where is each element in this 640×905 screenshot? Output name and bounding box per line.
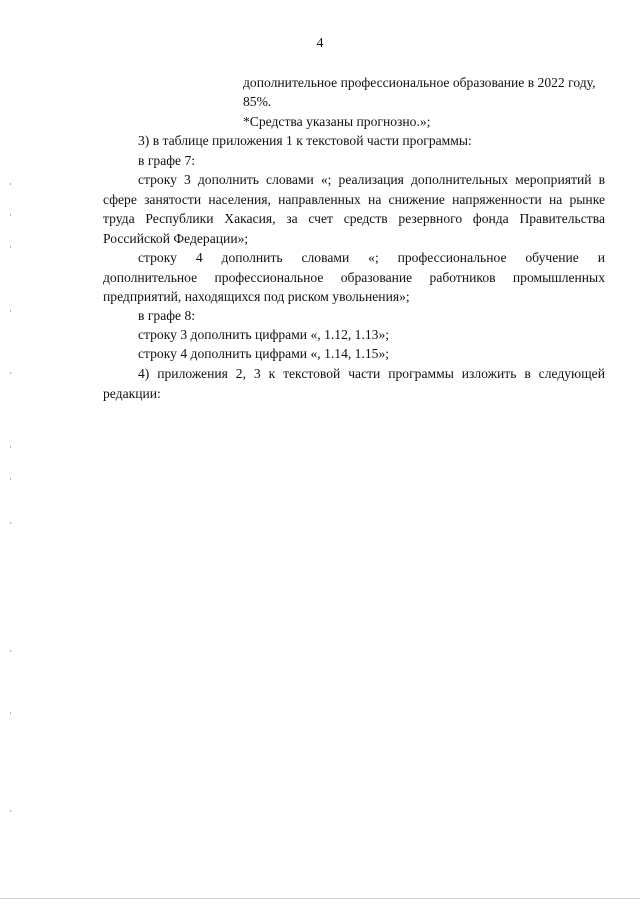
row-4-words-paragraph (103, 248, 605, 307)
row-3-words-line: строку 3 дополнить словами «; реализация дополнительных мероприятий в (138, 172, 605, 187)
row-4-words-line: предприятий, находящихся под риском увольнения»; (103, 289, 410, 304)
row-3-words-paragraph (103, 170, 605, 248)
scan-speck (10, 478, 11, 480)
row-3-numbers: строку 3 дополнить цифрами «, 1.12, 1.13»; (138, 327, 390, 342)
top-block-line-1: дополнительное профессиональное образование в 2022 году, (243, 75, 596, 90)
scan-speck (10, 446, 11, 448)
scan-speck (10, 246, 11, 248)
row-4-words-line: строку 4 дополнить словами «; профессиональное обучение и (138, 250, 605, 265)
top-block-line-2: 85%. (243, 94, 272, 109)
column-7-label: в графе 7: (138, 153, 196, 168)
scan-speck (10, 712, 11, 714)
row-4-numbers: строку 4 дополнить цифрами «, 1.14, 1.15»; (138, 346, 390, 361)
page-number: 4 (316, 36, 324, 51)
scan-speck (10, 810, 11, 812)
scan-speck (10, 650, 11, 652)
scan-speck (10, 183, 11, 185)
scan-speck (10, 372, 11, 374)
column-8-label: в графе 8: (138, 308, 196, 323)
row-3-words-line: Российской Федерации»; (103, 230, 249, 246)
item-4-paragraph (103, 364, 605, 403)
row-4-words-line: дополнительное профессиональное образование работников промышленных (103, 269, 605, 285)
scan-speck (10, 214, 11, 216)
scan-speck (10, 310, 11, 312)
row-3-words-line: сфере занятости населения, направленных на снижение напряженности на рынке (103, 191, 605, 207)
item-4-line: 4) приложения 2, 3 к текстовой части программы изложить в следующей (138, 366, 605, 381)
footnote-forecast: *Средства указаны прогнозно.»; (243, 114, 431, 129)
item-4-line: редакции: (103, 385, 161, 401)
scan-speck (10, 522, 11, 524)
item-3-heading: 3) в таблице приложения 1 к текстовой части программы: (138, 133, 472, 148)
row-3-words-line: труда Республики Хакасия, за счет средств резервного фонда Правительства (103, 211, 605, 226)
scan-edge-line (0, 898, 640, 899)
